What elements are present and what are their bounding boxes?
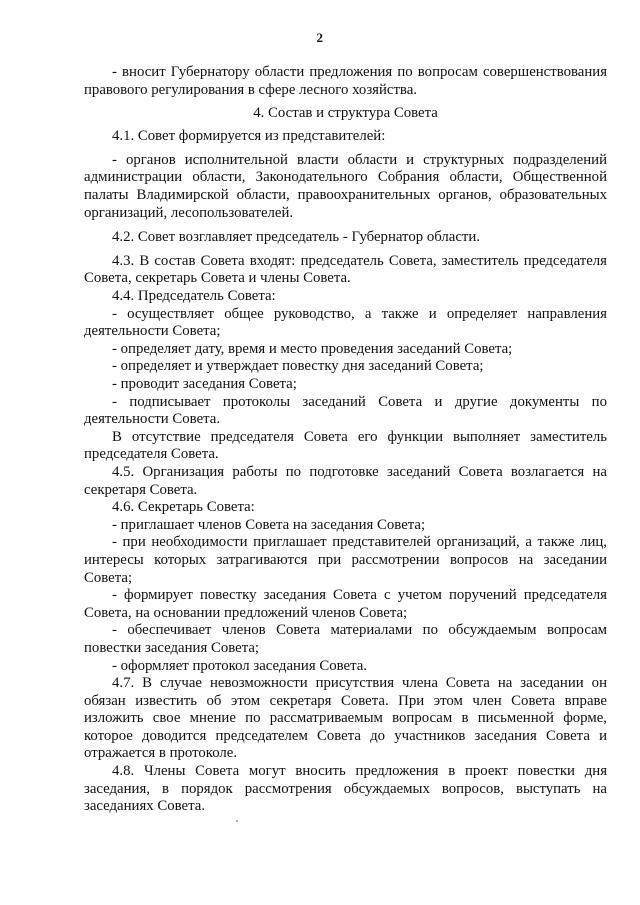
list-item-4-6-a: - приглашает членов Совета на заседания Совета; — [112, 516, 426, 533]
document-body — [84, 64, 607, 816]
paragraph-4-7: 4.7. В случае невозможности присутствия члена Совета на заседании он обязан известить об этом секретаря Совета. При этом член Совета вправе изложить свое мнение по рассматриваемым вопросам в письменной форме, которое доводится председателем Совета до участников заседания Совета и отражается в протоколе. — [84, 675, 607, 762]
paragraph-4-8: 4.8. Члены Совета могут вносить предложения в проект повестки дня заседания, в порядок рассмотрения обсуждаемых вопросов, выступать на заседаниях Совета. — [84, 763, 607, 815]
paragraph-4-6: 4.6. Секретарь Совета: — [112, 499, 255, 516]
list-item-4-6-d: - обеспечивает членов Совета материалами по обсуждаемым вопросам повестки заседания Совета; — [84, 622, 607, 656]
list-item-4-4-b: - определяет дату, время и место проведения заседаний Совета; — [112, 340, 513, 357]
section-heading: 4. Состав и структура Совета — [253, 105, 438, 122]
page-number: 2 — [316, 30, 324, 45]
paragraph-4-5: 4.5. Организация работы по подготовке заседаний Совета возлагается на секретаря Совета. — [84, 463, 607, 498]
paragraph-4-1-list: - органов исполнительной власти области и структурных подразделений администрации области, Законодательного Собрания области, Общественной палаты Владимирской области, правоохранительных органов, образовательных организаций, лесопользователей. — [84, 151, 607, 221]
list-item-4-4-a: - осуществляет общее руководство, а также и определяет направления деятельности Совета; — [84, 305, 607, 340]
list-item-4-4-d: - проводит заседания Совета; — [112, 376, 297, 392]
list-item-4-4-e: - подписывает протоколы заседаний Совета и другие документы по деятельности Совета. — [84, 393, 607, 428]
list-item-4-6-b: - при необходимости приглашает представителей организаций, а также лиц, интересы которых затрагиваются при рассмотрении вопросов на заседании Совета; — [84, 534, 607, 586]
paragraph-4-1: 4.1. Совет формируется из представителей: — [112, 127, 386, 144]
paragraph-4-3: 4.3. В состав Совета входят: председатель Совета, заместитель председателя Совета, секретарь Совета и члены Совета. — [84, 252, 607, 287]
list-item-4-4-c: - определяет и утверждает повестку дня заседаний Совета; — [112, 358, 484, 375]
paragraph-4-4: 4.4. Председатель Совета: — [112, 288, 276, 305]
list-item-4-6-e: - оформляет протокол заседания Совета. — [112, 657, 368, 674]
scan-speck — [236, 820, 238, 822]
list-item-4-6-c: - формирует повестку заседания Совета с учетом поручений председателя Совета, на основании предложений членов Совета; — [84, 587, 607, 621]
paragraph-4-4-substitute: В отсутствие председателя Совета его функции выполняет заместитель председателя Совета. — [84, 428, 607, 463]
paragraph-intro: - вносит Губернатору области предложения по вопросам совершенствования правового регулирования в сфере лесного хозяйства. — [84, 64, 607, 98]
paragraph-4-2: 4.2. Совет возглавляет председатель - Губернатор области. — [112, 228, 480, 245]
